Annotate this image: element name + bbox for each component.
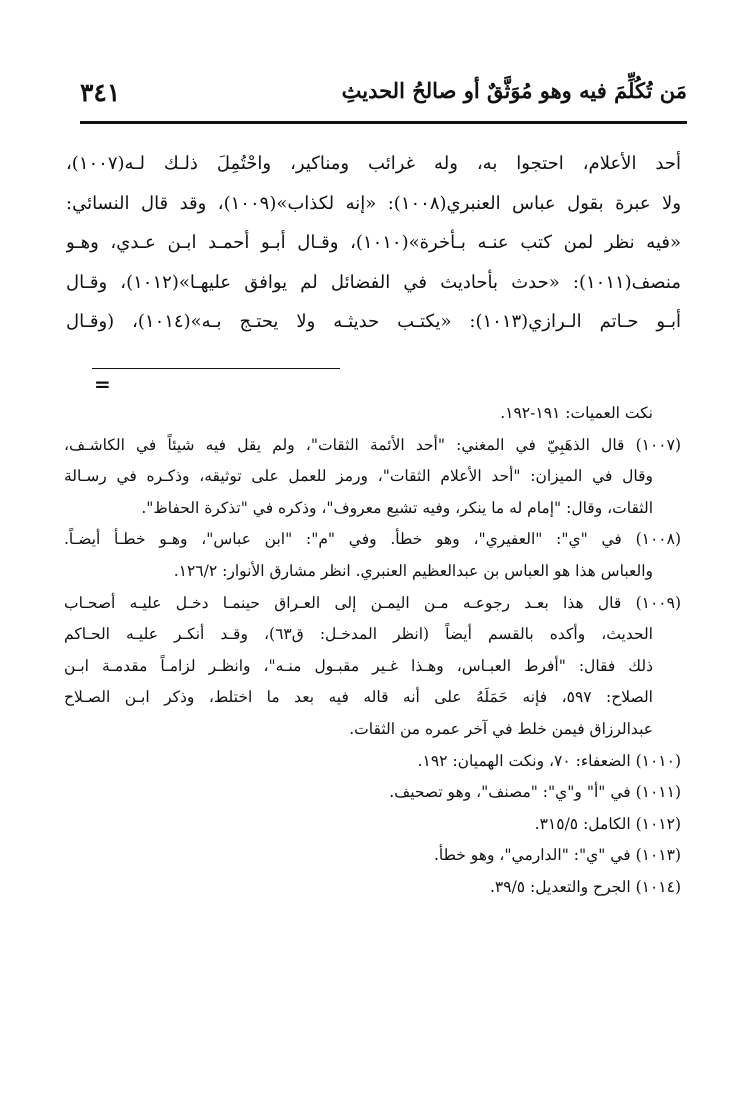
footnote-1010: (١٠١٠) الضعفاء: ٧٠، ونكت الهميان: ١٩٢.	[417, 751, 681, 770]
footnote-line: والعباس هذا هو العباس بن عبدالعظيم العنبري. انظر مشارق الأنوار: ١٢٦/٢.	[173, 561, 653, 580]
footnotes	[64, 398, 681, 904]
footnote-line: الحديث، وأكده بالقسم أيضاً (انظر المدخـل: ق٦٣)، وقـد أنكـر عليـه الحـاكم	[64, 625, 653, 644]
main-text-line: أحد الأعلام، احتجوا به، وله غرائب ومناكير، واحْتُمِلَ ذلـك لـه(١٠٠٧)،	[66, 153, 681, 174]
footnote-line: نكت العميات: ١٩١-١٩٢.	[500, 404, 653, 422]
page-header	[80, 78, 687, 118]
footnote-1007: (١٠٠٧) قال الذهَبِيّ في المغني: "أحد الأئمة الثقات"، ولم يقل فيه شيئاً في الكاشـف،	[64, 435, 681, 454]
footnote-1008: (١٠٠٨) في "ي": "العفيري"، وهو خطأ. وفي "م": "ابن عباس"، وهـو خطـأ أيضـاً.	[64, 530, 681, 549]
running-title: مَن تُكُلِّمَ فيه وهو مُوَثَّقٌ أو صالحُ الحديثِ	[341, 78, 687, 103]
page-number: ٣٤١	[80, 78, 121, 107]
footnote-line: عبدالرزاق فيمن خلط في آخر عمره من الثقات.	[349, 719, 653, 738]
header-rule	[80, 121, 687, 124]
main-text-line: منصف(١٠١١): «حدث بأحاديث في الفضائل لم يوافق عليهـا»(١٠١٢)، وقـال	[66, 271, 681, 293]
main-text-line: ولا عبرة بقول عباس العنبري(١٠٠٨): «إنه لكذاب»(١٠٠٩)، وقد قال النسائي:	[66, 192, 681, 214]
footnote-1009: (١٠٠٩) قال هذا بعـد رجوعـه مـن اليمـن إلى العـراق حينمـا دخـل عليـه أصحـاب	[64, 593, 681, 612]
footnote-1013: (١٠١٣) في "ي": "الدارمي"، وهو خطأ.	[433, 846, 681, 865]
footnote-1012: (١٠١٢) الكامل: ٣١٥/٥.	[534, 814, 681, 833]
main-text-line: أبـو حـاتم الـرازي(١٠١٣): «يكتـب حديثـه ولا يحتـج بـه»(١٠١٤)، (وقـال	[66, 311, 681, 332]
main-text	[66, 144, 681, 342]
footnote-separator	[92, 368, 340, 369]
footnote-line: الثقات، وقال: "إمام له ما ينكر، وفيه تشيع معروف"، وذكره في "تذكرة الحفاظ".	[141, 498, 653, 517]
footnote-1011: (١٠١١) في "أ" و"ي": "مصنف"، وهو تصحيف.	[389, 783, 681, 802]
footnote-line: الصلاح: ٥٩٧، فإنه حَمَلَهُ على أنه قاله فيه بعد ما اختلط، وذكر ابـن الصـلاح	[64, 688, 653, 707]
main-text-line: «فيه نظر لمن كتب عنـه بـأخرة»(١٠١٠)، وقـال أبـو أحمـد ابـن عـدي، وهـو	[66, 232, 681, 253]
footnote-1014: (١٠١٤) الجرح والتعديل: ٣٩/٥.	[489, 877, 681, 896]
footnote-line: وقال في الميزان: "أحد الأعلام الثقات"، ورمز للعمل على توثيقه، وذكـره في رسـالة	[64, 467, 653, 486]
footnote-line: ذلك فقال: "أفرط العبـاس، وهـذا غـير مقبـول منـه"، وانظـر لزامـاً مقدمـة ابـن	[64, 656, 653, 675]
continuation-mark: =	[94, 372, 111, 396]
